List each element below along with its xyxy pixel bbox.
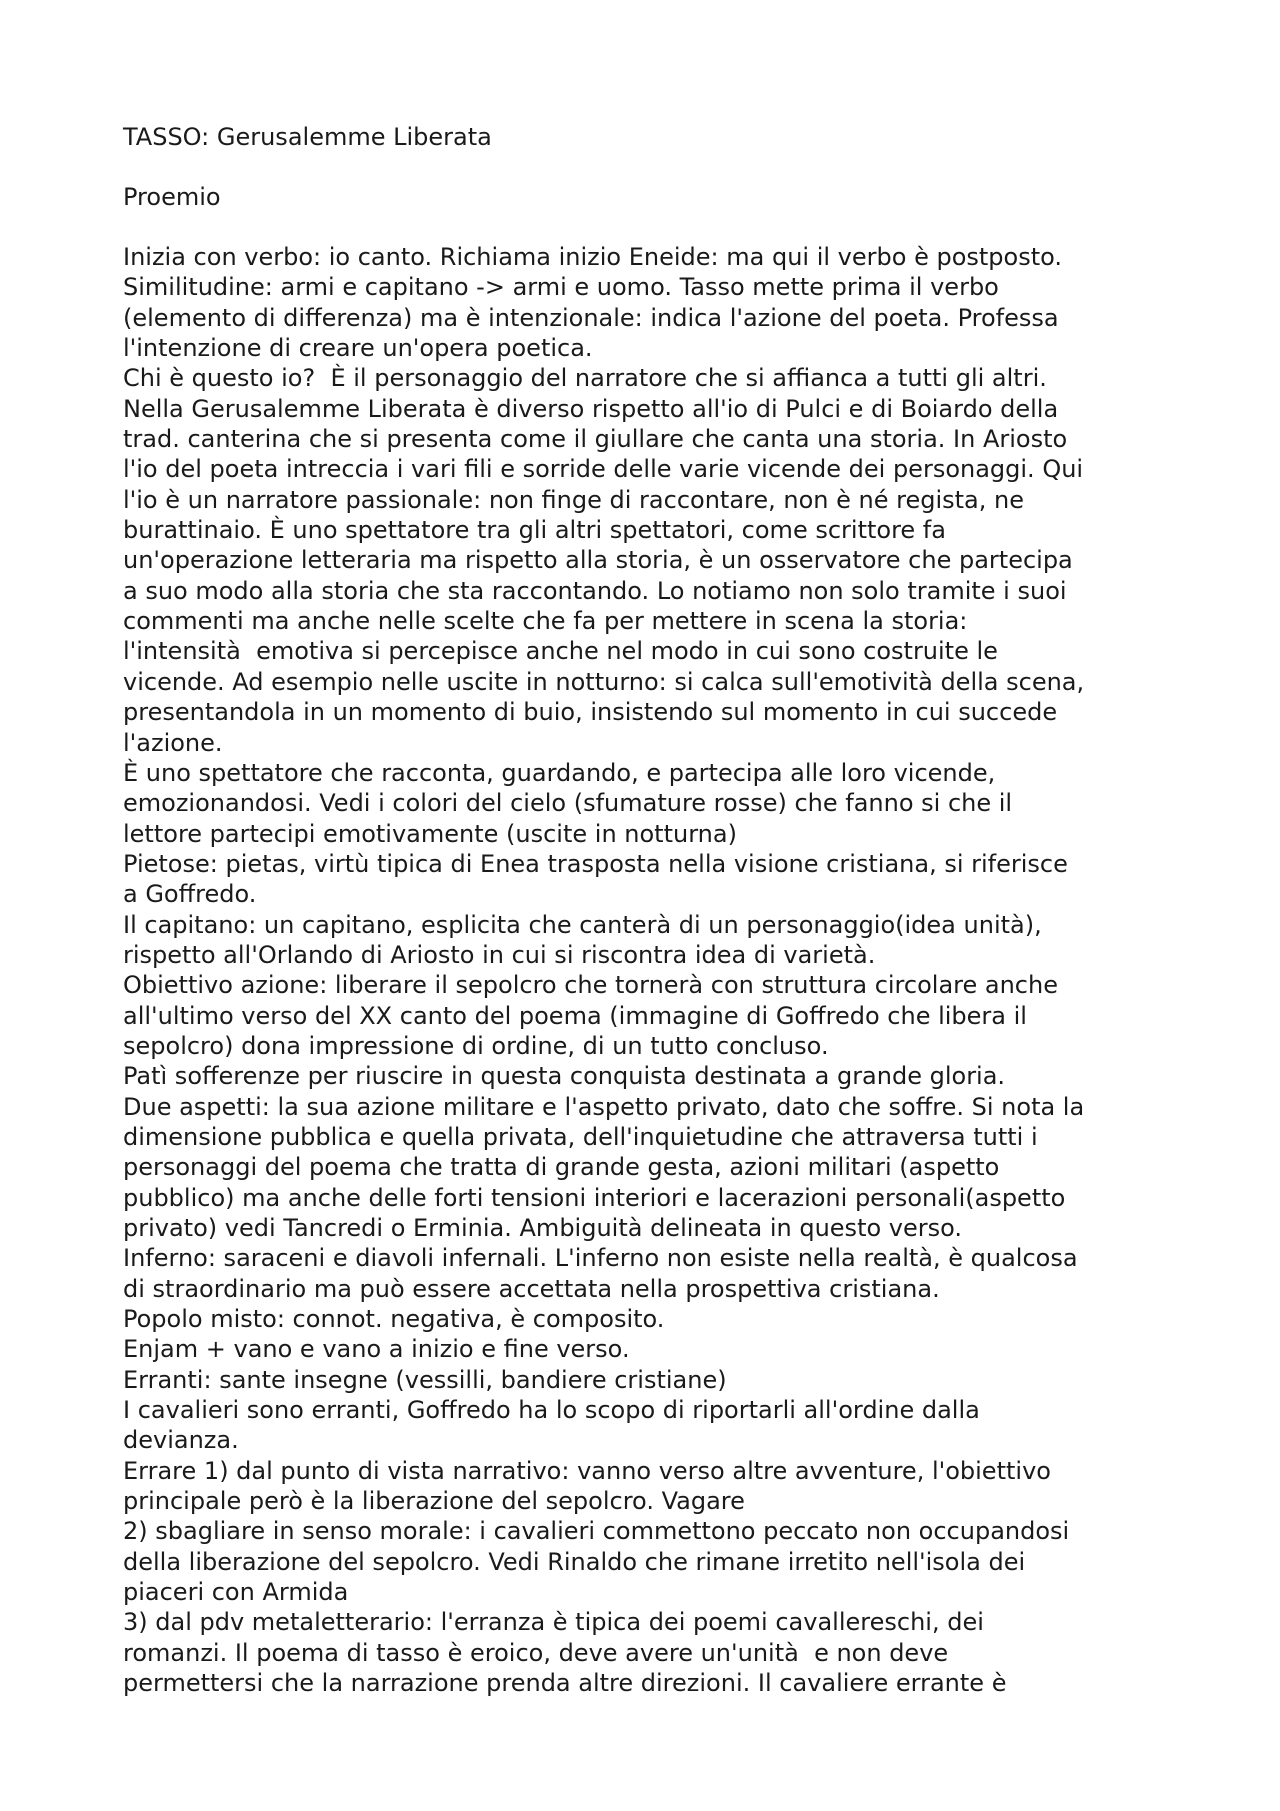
body-text-line: l'io è un narratore passionale: non finge di raccontare, non è né regista, ne [123, 485, 1024, 514]
body-text-line: l'intensità emotiva si percepisce anche nel modo in cui sono costruite le [123, 637, 998, 666]
section-heading: Proemio [123, 183, 221, 211]
body-text-line: presentandola in un momento di buio, insistendo sul momento in cui succede [123, 698, 1058, 727]
body-text-line: principale però è la liberazione del sepolcro. Vagare [123, 1487, 745, 1516]
body-text-line: Pietose: pietas, virtù tipica di Enea trasposta nella visione cristiana, si riferisce [123, 849, 1068, 878]
body-text-line: personaggi del poema che tratta di grande gesta, azioni militari (aspetto [123, 1153, 1000, 1182]
body-text-line: trad. canterina che si presenta come il giullare che canta una storia. In Ariosto [123, 425, 1068, 454]
body-text-line: rispetto all'Orlando di Ariosto in cui si riscontra idea di varietà. [123, 940, 876, 969]
body-text-line: all'ultimo verso del XX canto del poema (immagine di Goffredo che libera il [123, 1001, 1027, 1030]
body-text-line: l'intenzione di creare un'opera poetica. [123, 334, 593, 363]
body-text-line: commenti ma anche nelle scelte che fa per mettere in scena la storia: [123, 607, 968, 636]
body-text-line: Chi è questo io? È il personaggio del narratore che si affianca a tutti gli altri. [123, 364, 1047, 393]
body-text-line: emozionandosi. Vedi i colori del cielo (sfumature rosse) che fanno si che il [123, 789, 1013, 818]
body-text-line: Enjam + vano e vano a inizio e fine verso. [123, 1335, 630, 1364]
body-text-line: privato) vedi Tancredi o Erminia. Ambiguità delineata in questo verso. [123, 1214, 963, 1242]
body-text-line: Patì sofferenze per riuscire in questa conquista destinata a grande gloria. [123, 1062, 1006, 1091]
body-text-line: Obiettivo azione: liberare il sepolcro che tornerà con struttura circolare anche [123, 971, 1058, 1000]
body-text-line: Similitudine: armi e capitano -> armi e uomo. Tasso mette prima il verbo [123, 273, 999, 302]
body-text-line: di straordinario ma può essere accettata nella prospettiva cristiana. [123, 1274, 940, 1303]
body-text-line: sepolcro) dona impressione di ordine, di un tutto concluso. [123, 1031, 829, 1060]
body-text-line: piaceri con Armida [123, 1578, 349, 1607]
body-text-line: l'azione. [123, 728, 223, 757]
body-text-line: Il capitano: un capitano, esplicita che canterà di un personaggio(idea unità), [123, 910, 1042, 939]
body-text-line: vicende. Ad esempio nelle uscite in notturno: si calca sull'emotività della scena, [123, 667, 1085, 696]
body-text-line: l'io del poeta intreccia i vari fili e sorride delle varie vicende dei personaggi. Qui [123, 455, 1084, 484]
document-body [123, 242, 1220, 1699]
body-text-line: a Goffredo. [123, 880, 257, 909]
body-text-line: (elemento di differenza) ma è intenzionale: indica l'azione del poeta. Professa [123, 303, 1059, 332]
body-text-line: 3) dal pdv metaletterario: l'erranza è tipica dei poemi cavallereschi, dei [123, 1608, 984, 1637]
body-text-line: della liberazione del sepolcro. Vedi Rinaldo che rimane irretito nell'isola dei [123, 1547, 1026, 1576]
body-text-line: Inizia con verbo: io canto. Richiama inizio Eneide: ma qui il verbo è postposto. [123, 243, 1063, 271]
body-text-line: un'operazione letteraria ma rispetto alla storia, è un osservatore che partecipa [123, 546, 1073, 575]
body-text-line: Erranti: sante insegne (vessilli, bandiere cristiane) [123, 1365, 727, 1394]
body-text-line: a suo modo alla storia che sta raccontando. Lo notiamo non solo tramite i suoi [123, 576, 1067, 605]
body-text-line: I cavalieri sono erranti, Goffredo ha lo scopo di riportarli all'ordine dalla [123, 1396, 980, 1425]
body-text-line: permettersi che la narrazione prenda altre direzioni. Il cavaliere errante è [123, 1669, 1007, 1698]
body-text-line: dimensione pubblica e quella privata, dell'inquietudine che attraversa tutti i [123, 1122, 1038, 1151]
document-title: TASSO: Gerusalemme Liberata [123, 123, 492, 151]
body-text-line: romanzi. Il poema di tasso è eroico, deve avere un'unità e non deve [123, 1638, 949, 1667]
body-text-line: burattinaio. È uno spettatore tra gli altri spettatori, come scrittore fa [123, 516, 946, 545]
body-text-line: Errare 1) dal punto di vista narrativo: vanno verso altre avventure, l'obiettivo [123, 1456, 1051, 1485]
body-text-line: lettore partecipi emotivamente (uscite in notturna) [123, 819, 737, 848]
body-text-line: Inferno: saraceni e diavoli infernali. L'inferno non esiste nella realtà, è qualcosa [123, 1244, 1078, 1273]
body-text-line: Popolo misto: connot. negativa, è composito. [123, 1305, 665, 1334]
body-text-line: Nella Gerusalemme Liberata è diverso rispetto all'io di Pulci e di Boiardo della [123, 394, 1059, 423]
body-text-line: pubblico) ma anche delle forti tensioni interiori e lacerazioni personali(aspetto [123, 1183, 1066, 1212]
body-text-line: Due aspetti: la sua azione militare e l'aspetto privato, dato che soffre. Si nota la [123, 1092, 1085, 1121]
body-text-line: È uno spettatore che racconta, guardando, e partecipa alle loro vicende, [123, 758, 996, 787]
body-text-line: 2) sbagliare in senso morale: i cavalieri commettono peccato non occupandosi [123, 1517, 1070, 1546]
body-text-line: devianza. [123, 1426, 239, 1455]
